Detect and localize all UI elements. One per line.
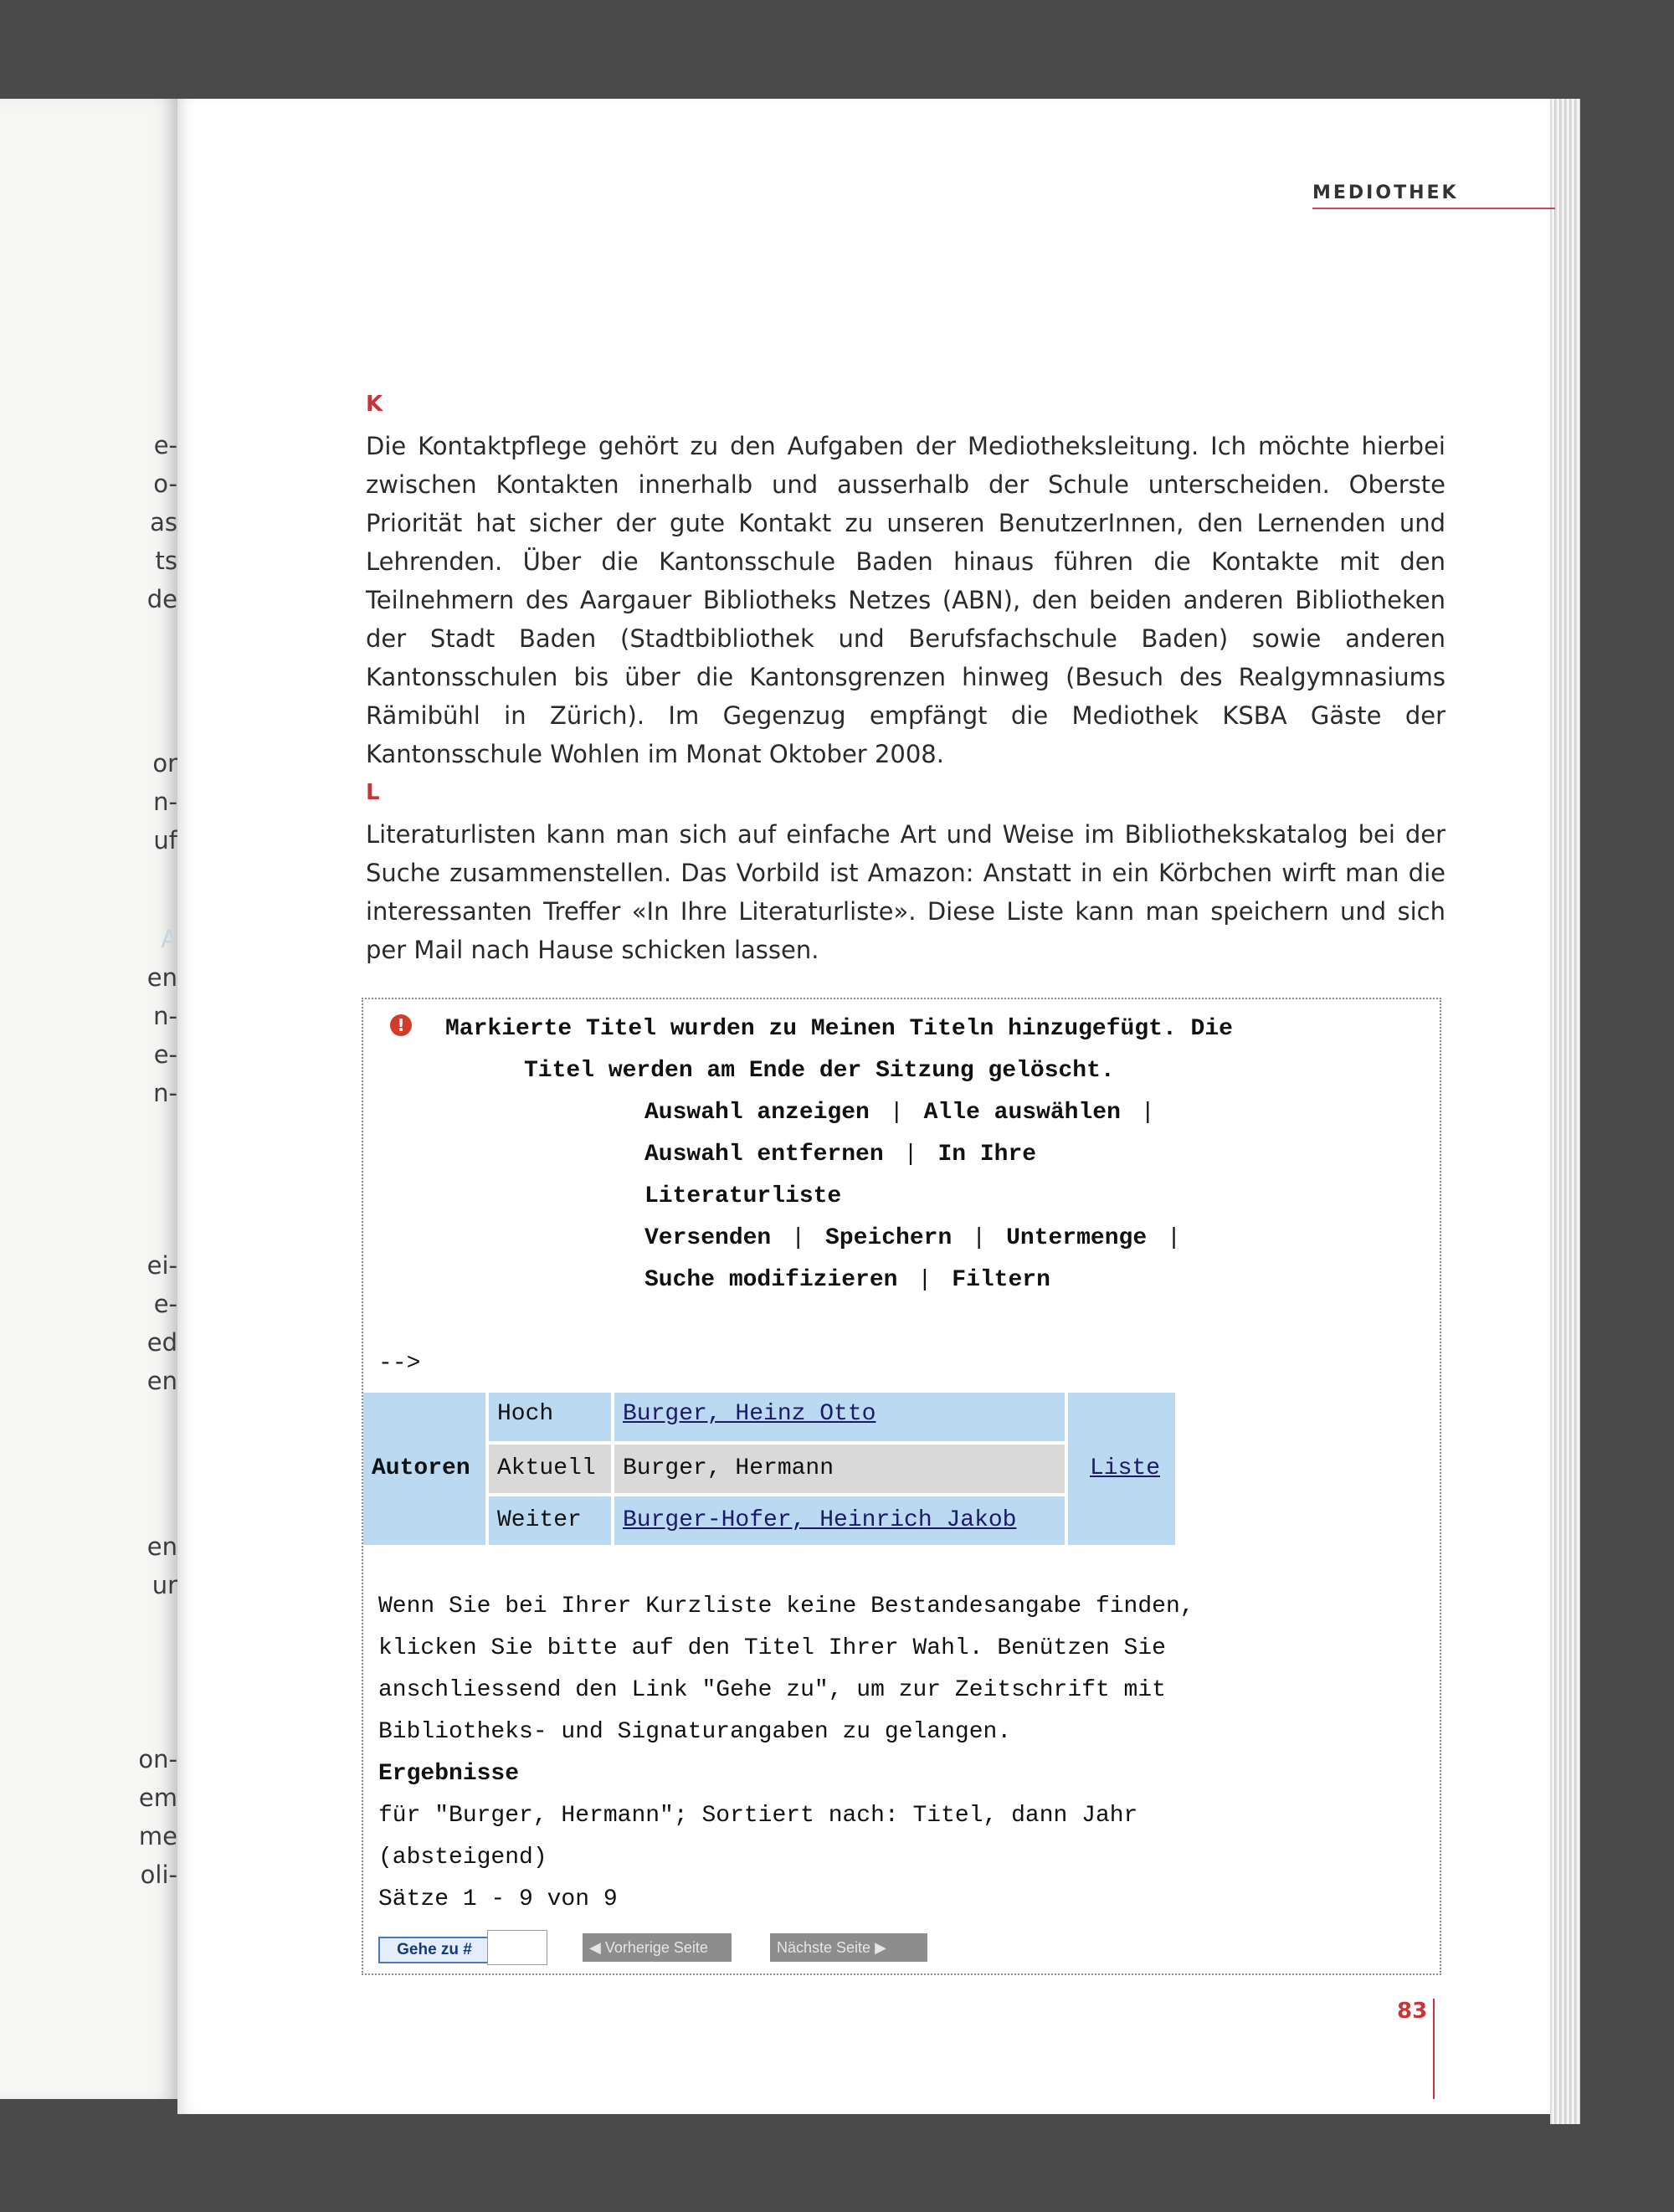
previous-page-edge: [0, 99, 177, 2099]
next-page-label: Nächste Seite: [777, 1939, 871, 1956]
page-number-rule: [1433, 1999, 1435, 2099]
left-page-fragment: A: [161, 925, 177, 953]
author-browse-table: [363, 1393, 1175, 1545]
page-number: 83: [1397, 1999, 1428, 2024]
alert-message-line1: Markierte Titel wurden zu Meinen Titeln hinzugefügt. Die: [445, 1016, 1233, 1042]
author-list-link[interactable]: Liste: [1090, 1455, 1161, 1481]
previous-page-label: Vorherige Seite: [604, 1939, 708, 1956]
section-l-paragraph: Literaturlisten kann man sich auf einfache Art und Weise im Bibliothekskatalog bei der Suche zusammenstellen. Das Vorbild ist Amazon: Anstatt in ein Körbchen wirft man die interessanten Treffer «In Ihre Literaturliste». Diese Liste kann man speichern und sich per Mail nach Hause schicken lassen.: [366, 820, 1445, 964]
left-page-fragment: n-: [153, 1002, 177, 1030]
show-selection-link[interactable]: Auswahl anzeigen: [644, 1100, 870, 1126]
left-page-fragment: on-: [138, 1745, 177, 1773]
author-row-value[interactable]: [614, 1496, 1065, 1545]
comment-arrow: -->: [378, 1351, 421, 1377]
filter-link[interactable]: Filtern: [952, 1267, 1050, 1293]
author-row-value[interactable]: [614, 1393, 1065, 1441]
left-page-fragment: ed: [146, 1328, 177, 1357]
left-page-fragment: or: [152, 749, 177, 778]
alert-icon: !: [390, 1014, 412, 1036]
alert-message-line2: Titel werden am Ende der Sitzung gelöscht.: [524, 1058, 1115, 1084]
left-page-fragment: uf: [153, 826, 177, 855]
save-link[interactable]: Speichern: [825, 1225, 953, 1251]
action-row-3: [644, 1225, 1201, 1251]
results-heading: Ergebnisse: [378, 1761, 520, 1787]
left-page-fragment: de: [146, 585, 177, 613]
author-row-key: Weiter: [489, 1496, 611, 1545]
running-header: MEDIOTHEK: [1312, 182, 1459, 203]
author-link[interactable]: Burger-Hofer, Heinrich Jakob: [623, 1507, 1017, 1533]
goto-button[interactable]: Gehe zu #: [378, 1937, 490, 1963]
left-page-fragment: ts: [155, 547, 177, 575]
arrow-left-icon: ◀: [589, 1939, 601, 1956]
author-list-cell[interactable]: [1068, 1393, 1175, 1545]
catalog-screenshot: [362, 998, 1441, 1975]
separator: |: [972, 1225, 987, 1251]
section-letter-k: K: [366, 392, 383, 417]
left-page-fragment: me: [138, 1822, 177, 1850]
results-sort-order: (absteigend): [378, 1845, 547, 1871]
header-rule: [1312, 208, 1555, 209]
info-line: anschliessend den Link "Gehe zu", um zur Zeitschrift mit: [378, 1677, 1166, 1703]
separator: |: [791, 1225, 806, 1251]
add-to-list-link[interactable]: In Ihre: [937, 1142, 1037, 1168]
left-page-fragment: e-: [153, 1040, 177, 1069]
separator: |: [1140, 1100, 1155, 1126]
separator: |: [917, 1267, 932, 1293]
left-page-fragment: e-: [153, 1290, 177, 1318]
separator: |: [903, 1142, 918, 1168]
section-letter-l: L: [366, 780, 380, 805]
separator: |: [1167, 1225, 1181, 1251]
left-page-fragment: em: [138, 1783, 177, 1812]
action-row-2: [644, 1142, 1036, 1168]
left-page-fragment: ur: [151, 1571, 177, 1599]
left-page-fragment: en: [146, 1367, 177, 1395]
action-row-4: [644, 1267, 1050, 1293]
results-description: für "Burger, Hermann"; Sortiert nach: Titel, dann Jahr: [378, 1803, 1138, 1829]
modify-search-link[interactable]: Suche modifizieren: [644, 1267, 898, 1293]
author-link[interactable]: Burger, Heinz Otto: [623, 1401, 876, 1427]
info-line: Bibliotheks- und Signaturangaben zu gelangen.: [378, 1719, 1012, 1745]
authors-label: Autoren: [363, 1393, 485, 1545]
send-link[interactable]: Versenden: [644, 1225, 772, 1251]
page-edges: [1550, 99, 1580, 2124]
left-page-fragment: o-: [153, 470, 177, 498]
separator: |: [889, 1100, 904, 1126]
subset-link[interactable]: Untermenge: [1006, 1225, 1148, 1251]
info-line: Wenn Sie bei Ihrer Kurzliste keine Bestandesangabe finden,: [378, 1594, 1194, 1619]
author-row-key: Aktuell: [489, 1445, 611, 1493]
left-page-fragment: oli-: [140, 1860, 177, 1889]
info-line: klicken Sie bitte auf den Titel Ihrer Wahl. Benützen Sie: [378, 1635, 1166, 1661]
left-page-fragment: e-: [153, 431, 177, 459]
author-row-key: Hoch: [489, 1393, 611, 1441]
remove-selection-link[interactable]: Auswahl entfernen: [644, 1142, 884, 1168]
left-page-fragment: en: [146, 963, 177, 992]
left-page-fragment: ei-: [146, 1251, 177, 1280]
author-row-current: Burger, Hermann: [614, 1445, 1065, 1493]
action-row-1: [644, 1100, 1175, 1126]
previous-page-button[interactable]: [583, 1933, 732, 1962]
section-k-paragraph: Die Kontaktpflege gehört zu den Aufgaben der Mediotheksleitung. Ich möchte hierbei zwischen Kontakten innerhalb und ausserhalb der Schule unterscheiden. Oberste Priorität hat sicher der gute Kontakt zu unseren BenutzerInnen, den Lernenden und Lehrenden. Über die Kantonsschule Baden hinaus führen die Kontakte mit den Teilnehmern des Aargauer Bibliotheks Netzes (ABN), den beiden anderen Bibliotheken der Stadt Baden (Stadtbibliothek und Berufsfachschule Baden) sowie anderen Kantonsschulen bis über die Kantonsgrenzen hinweg (Besuch des Realgymnasiums Rämibühl in Zürich). Im Gegenzug empfängt die Mediothek KSBA Gäste der Kantonsschule Wohlen im Monat Oktober 2008.: [366, 432, 1445, 768]
left-page-fragment: en: [146, 1532, 177, 1561]
add-to-list-link-continued[interactable]: Literaturliste: [644, 1183, 842, 1209]
left-page-fragment: n-: [153, 788, 177, 816]
left-page-fragment: n-: [153, 1079, 177, 1107]
left-page-fragment: as: [150, 508, 177, 536]
records-count: Sätze 1 - 9 von 9: [378, 1886, 618, 1912]
goto-record-input[interactable]: [487, 1930, 547, 1965]
arrow-right-icon: ▶: [875, 1939, 886, 1956]
select-all-link[interactable]: Alle auswählen: [923, 1100, 1121, 1126]
next-page-button[interactable]: [770, 1933, 927, 1962]
